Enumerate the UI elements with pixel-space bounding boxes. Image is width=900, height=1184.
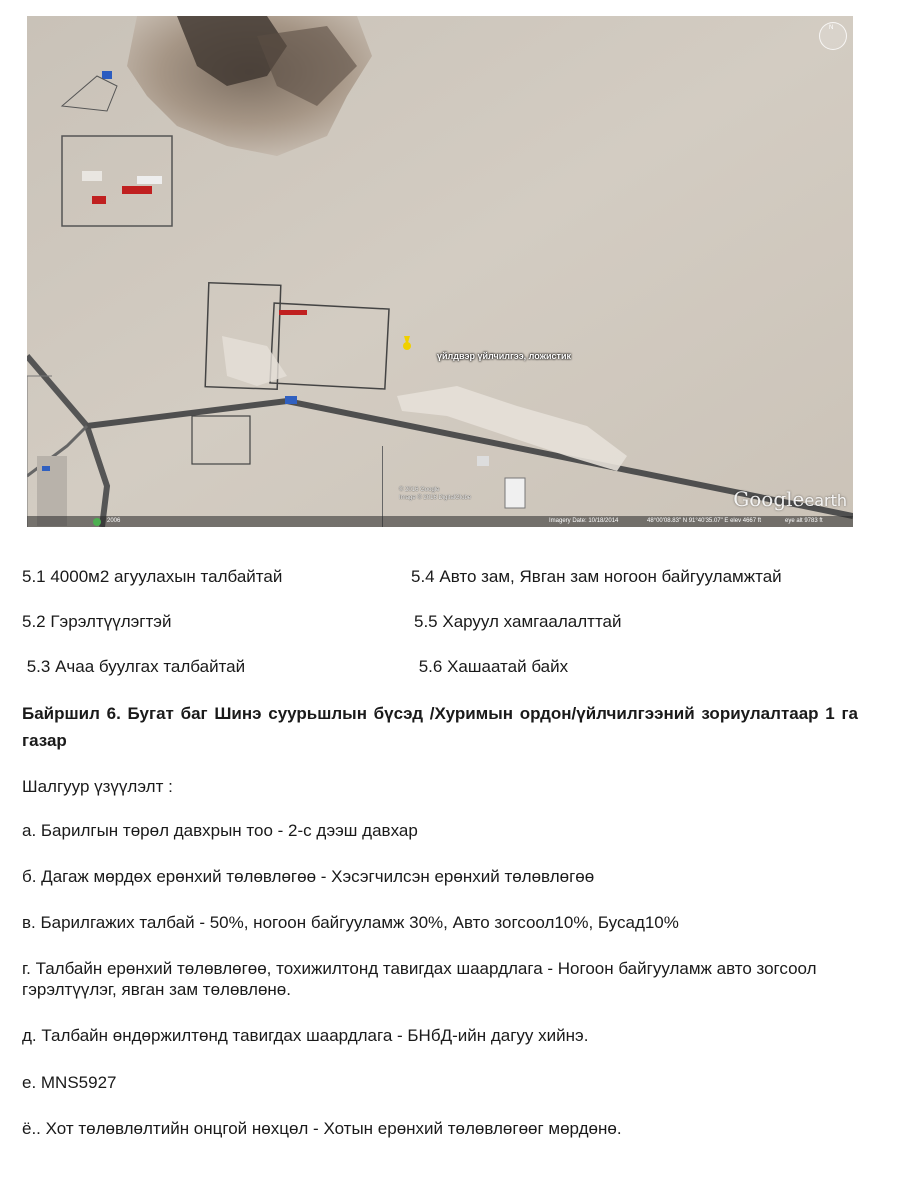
google-earth-logo [733, 487, 847, 511]
feature-5-2: 5.2 Гэрэлтүүлэгтэй [22, 612, 172, 631]
earth-logo-text: earth [804, 491, 847, 510]
map-copyright [399, 486, 471, 502]
criteria-d: г. Талбайн ерөнхий төлөвлөгөө, тохижилтонд тавигдах шаардлага - Ногоон байгууламж авто зогсоол гэрэлтүүлэг, явган зам төлөвлөнө. [22, 959, 817, 999]
feature-5-6: 5.6 Хашаатай байх [414, 657, 569, 676]
compass-icon[interactable] [819, 22, 847, 50]
feature-5-5: 5.5 Харуул хамгаалалттай [414, 612, 622, 631]
criteria-f: е. MNS5927 [22, 1073, 117, 1092]
google-logo-text: Google [733, 487, 805, 511]
copyright-line-1: © 2016 Google [399, 487, 440, 493]
feature-5-4: 5.4 Авто зам, Явган зам ногоон байгууламжтай [411, 567, 782, 586]
map-terrain [27, 16, 853, 527]
criteria-g: ё.. Хот төлөвлөлтийн онцгой нөхцөл - Хотын ерөнхий төлөвлөгөөг мөрдөнө. [22, 1119, 622, 1138]
criteria-title: Шалгуур үзүүлэлт : [22, 777, 173, 796]
imagery-year: 2006 [107, 518, 121, 524]
criteria-b: б. Дагаж мөрдөх ерөнхий төлөвлөгөө - Хэсэгчилсэн ерөнхий төлөвлөгөө [22, 867, 595, 886]
copyright-line-2: Image © 2016 DigitalGlobe [399, 495, 472, 501]
imagery-date: Imagery Date: 10/18/2014 [549, 518, 619, 524]
coordinates: 48°00'08.83" N 91°40'35.07" E elev 4667 ft [647, 518, 762, 524]
historical-imagery-icon[interactable] [93, 518, 101, 526]
criteria-e: д. Талбайн өндөржилтөнд тавигдах шаардлага - БНбД-ийн дагуу хийнэ. [22, 1026, 589, 1045]
criteria-a: а. Барилгын төрөл давхрын тоо - 2-с дээш давхар [22, 821, 418, 840]
location-heading: Байршил 6. Бугат баг Шинэ суурьшлын бүсэд /Хуримын ордон/үйлчилгээний зориулалтаар 1 га газар [22, 704, 858, 750]
compass-label: N [829, 25, 834, 31]
pin-icon [403, 342, 411, 350]
satellite-map [27, 16, 853, 527]
eye-altitude: eye alt 9783 ft [785, 518, 823, 524]
map-status-bar [27, 516, 853, 527]
feature-5-1: 5.1 4000м2 агуулахын талбайтай [22, 567, 283, 586]
criteria-c: в. Барилгажих талбай - 50%, ногоон байгууламж 30%, Авто зогсоол10%, Бусад10% [22, 913, 679, 932]
feature-5-3: 5.3 Ачаа буулгах талбайтай [22, 657, 246, 676]
pin-label: үйлдвэр үйлчилгээ, ложистик [437, 351, 572, 361]
